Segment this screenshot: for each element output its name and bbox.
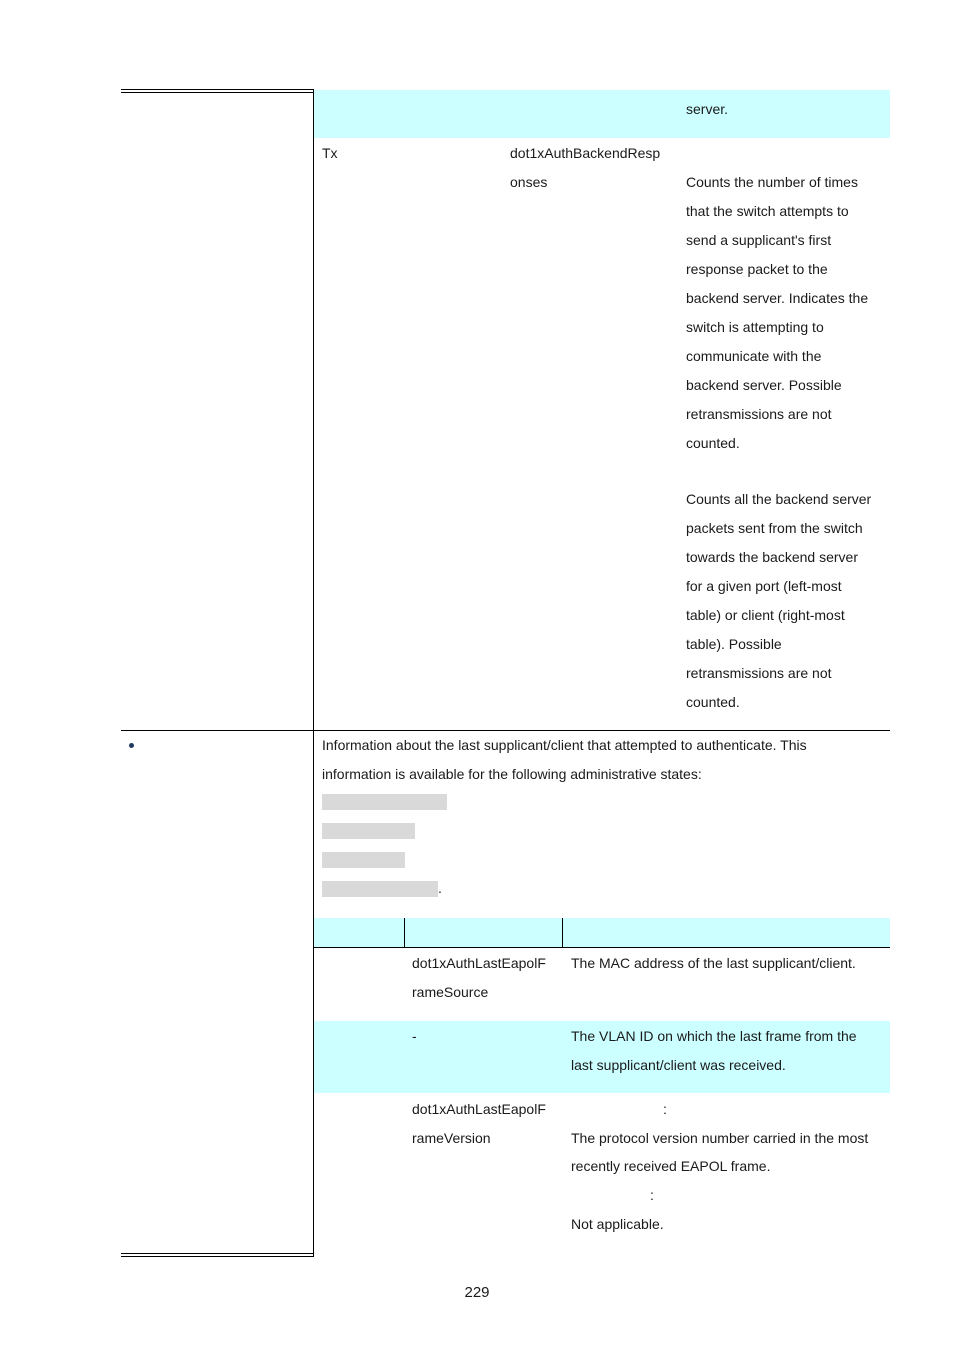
page-number: 229 [464,1284,490,1301]
mib-line: rameVersion [412,1130,491,1146]
mib-object-name [510,139,660,197]
desc-line: table). Possible [686,636,782,652]
redacted-state-3 [322,852,405,868]
intro-line: Information about the last supplicant/client that attempted to authenticate. This [322,737,807,753]
description-responses [686,168,868,458]
mib-line: dot1xAuthBackendResp [510,145,661,161]
row-source-mib [412,949,546,1007]
row-version-desc-3: Not applicable. [571,1216,664,1232]
row-vlan-desc [571,1022,857,1080]
last-supplicant-intro [322,731,807,789]
desc-line: The MAC address of the last supplicant/client. [571,955,856,971]
redacted-state-1 [322,794,447,810]
description-backend-packets [686,485,871,717]
inner-table-header [314,918,890,948]
table-top-border [121,89,314,90]
desc-line: last supplicant/client was received. [571,1057,786,1073]
desc-line: counted. [686,435,740,451]
list-end-period: . [438,880,442,896]
desc-line: packets sent from the switch [686,520,863,536]
desc-line: for a given port (left-most [686,578,842,594]
desc-line: counted. [686,694,740,710]
row-version-colon-1: : [663,1101,667,1117]
desc-line: communicate with the [686,348,822,364]
redacted-state-4 [322,881,438,897]
mib-line: onses [510,174,548,190]
desc-line: Counts all the backend server [686,491,872,507]
inner-header-rule [314,947,890,948]
desc-line: backend server. Possible [686,377,842,393]
desc-line: towards the backend server [686,549,858,565]
row-vlan-mib [412,1022,417,1051]
table-bottom-border [121,1253,314,1254]
table-top-border-inner [121,92,314,93]
table-bottom-border-inner [121,1256,314,1257]
row-version-desc-2: recently received EAPOL frame. [571,1158,771,1174]
row-version-colon-2: : [650,1187,654,1203]
inner-col-divider-1 [404,918,405,948]
top-cyan-header [314,90,890,138]
mib-line: rameSource [412,984,489,1000]
row-source-desc [571,949,856,978]
direction-label: Tx [322,145,338,161]
desc-line: The VLAN ID on which the last frame from the [571,1028,857,1044]
desc-line: retransmissions are not [686,665,832,681]
mib-line: - [412,1028,417,1044]
bullet-icon [129,743,134,748]
row-version-mib [412,1095,546,1153]
inner-col-divider-2 [562,918,563,948]
desc-line: Counts the number of times [686,174,858,190]
redacted-state-2 [322,823,415,839]
desc-line: backend server. Indicates the [686,290,869,306]
row-version-desc-1: The protocol version number carried in the most [571,1130,869,1146]
desc-line: retransmissions are not [686,406,832,422]
desc-line: that the switch attempts to [686,203,849,219]
desc-line: response packet to the [686,261,828,277]
desc-line: switch is attempting to [686,319,824,335]
header-desc-tail: server. [686,101,729,117]
mib-line: dot1xAuthLastEapolF [412,955,546,971]
desc-line: send a supplicant's first [686,232,832,248]
intro-line: information is available for the following administrative states: [322,766,702,782]
desc-line: table) or client (right-most [686,607,845,623]
mib-line: dot1xAuthLastEapolF [412,1101,546,1117]
